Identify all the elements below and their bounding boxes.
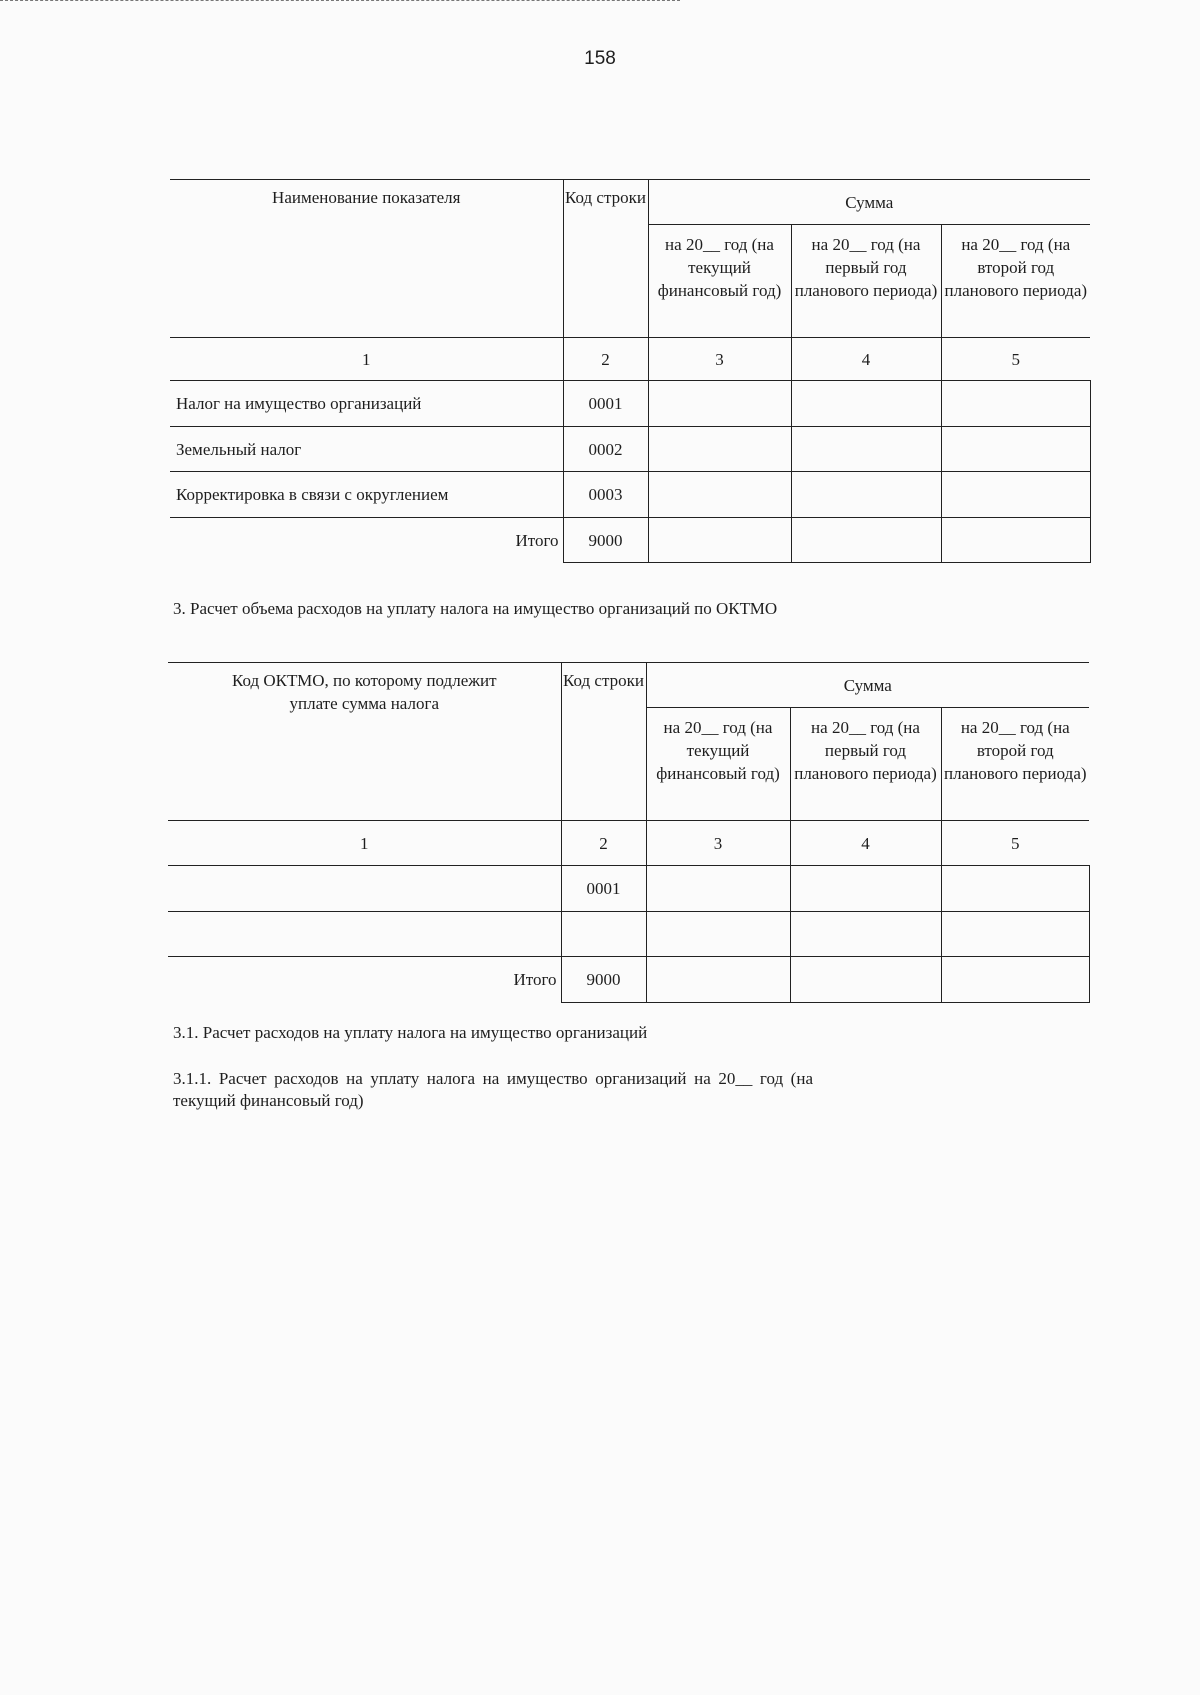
value-cell [646, 866, 790, 912]
total-code: 9000 [561, 957, 646, 1003]
row-code [561, 912, 646, 957]
total-label: Итого [515, 530, 559, 550]
col-number: 5 [941, 338, 1090, 381]
header-indicator-name: Наименование показателя [170, 180, 563, 338]
row-name [168, 866, 561, 912]
value-cell [941, 472, 1090, 518]
value-cell [648, 518, 791, 563]
table-row [170, 427, 1090, 472]
value-cell [790, 912, 941, 957]
value-cell [791, 381, 941, 427]
row-code: 0003 [563, 472, 648, 518]
total-row [168, 957, 1089, 1003]
col-number: 5 [941, 821, 1089, 866]
value-cell [790, 957, 941, 1003]
value-cell [646, 912, 790, 957]
table-row [168, 866, 1089, 912]
tax-summary-table [170, 179, 1091, 563]
header-sum: Сумма [648, 180, 1090, 225]
section-3-title: 3. Расчет объема расходов на уплату налога на имущество организаций по ОКТМО [173, 599, 778, 618]
col-number: 2 [563, 338, 648, 381]
header-oktmo-code: Код ОКТМО, по которому подлежит уплате сумма налога [168, 663, 561, 821]
total-code: 9000 [563, 518, 648, 563]
header-second-plan-year: на 20__ год (на второй год планового периода) [944, 235, 1088, 300]
row-code: 0002 [563, 427, 648, 472]
row-code: 0001 [563, 381, 648, 427]
header-current-year: на 20__ год (на текущий финансовый год) [646, 708, 790, 821]
header-row-code: Код строки [561, 663, 646, 821]
value-cell [791, 472, 941, 518]
value-cell [791, 518, 941, 563]
header-first-plan-year: на 20__ год (на первый год планового периода) [791, 225, 941, 338]
value-cell [941, 866, 1089, 912]
value-cell [941, 957, 1089, 1003]
row-name: Налог на имущество организаций [170, 381, 563, 427]
col-number: 3 [648, 338, 791, 381]
total-row [170, 518, 1090, 563]
section-3-1-1-title: 3.1.1. Расчет расходов на уплату налога на имущество организаций на 20__ год (на текущий финансовый год) [173, 1069, 813, 1110]
col-number: 2 [561, 821, 646, 866]
col-number: 4 [790, 821, 941, 866]
row-code: 0001 [561, 866, 646, 912]
table-row [168, 912, 1089, 957]
value-cell [941, 518, 1090, 563]
section-3-1-title: 3.1. Расчет расходов на уплату налога на имущество организаций [173, 1023, 648, 1042]
value-cell [790, 866, 941, 912]
value-cell [941, 912, 1089, 957]
col-number: 1 [168, 821, 561, 866]
value-cell [648, 427, 791, 472]
header-row-code: Код строки [563, 180, 648, 338]
value-cell [648, 472, 791, 518]
table-row [170, 472, 1090, 518]
table-row [170, 381, 1090, 427]
header-second-plan-year: на 20__ год (на второй год планового периода) [943, 718, 1087, 783]
header-current-year: на 20__ год (на текущий финансовый год) [648, 225, 791, 338]
total-label: Итого [513, 970, 557, 990]
page-number: 158 [584, 48, 616, 69]
value-cell [941, 427, 1090, 472]
header-first-plan-year: на 20__ год (на первый год планового периода) [790, 708, 941, 821]
col-number: 4 [791, 338, 941, 381]
col-number: 3 [646, 821, 790, 866]
row-name [168, 912, 561, 957]
oktmo-table [168, 662, 1090, 1003]
value-cell [941, 381, 1090, 427]
value-cell [646, 957, 790, 1003]
value-cell [648, 381, 791, 427]
top-dashed-line [0, 0, 680, 1]
value-cell [791, 427, 941, 472]
row-name: Корректировка в связи с округлением [170, 472, 563, 518]
row-name: Земельный налог [170, 427, 563, 472]
col-number: 1 [170, 338, 563, 381]
header-sum: Сумма [646, 663, 1089, 708]
